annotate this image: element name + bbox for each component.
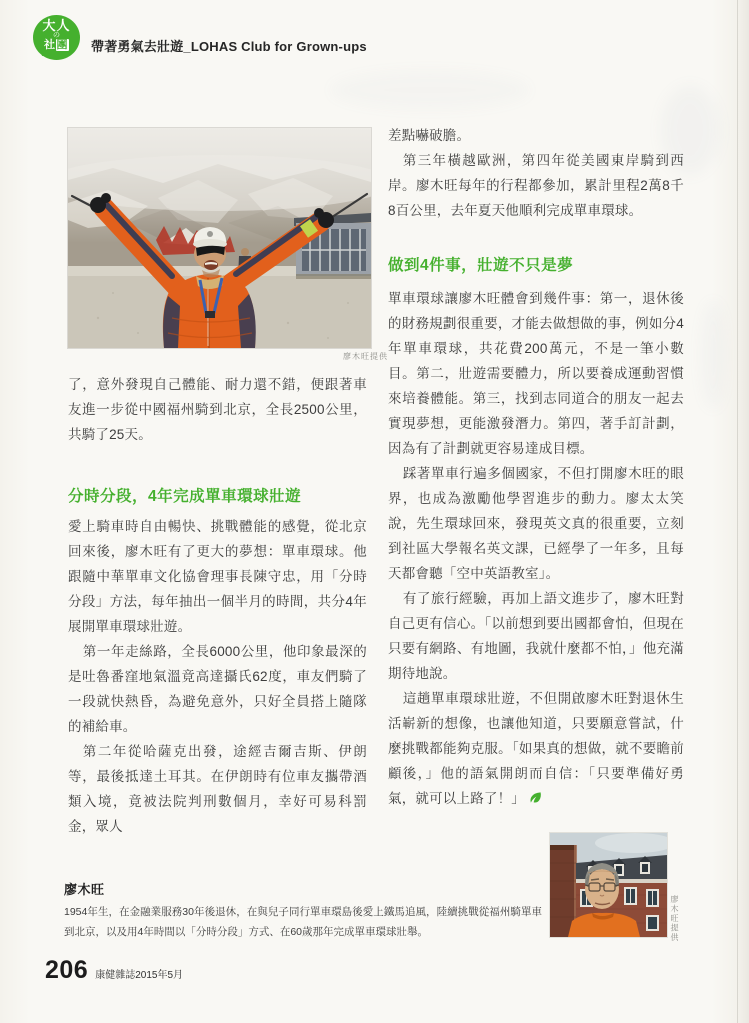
portrait-photo [550,833,667,937]
bio-text: 1954年生，在金融業服務30年後退休，在與兒子同行單車環島後愛上鐵馬追風，陸續挑戰從福州騎單車到北京，以及用4年時間以「分時分段」方式、在60歲那年完成單車環球壯舉。 [64,906,542,938]
paragraph: 第三年橫越歐洲，第四年從美國東岸騎到西岸。廖木旺每年的行程都參加，累計里程2萬8千8百公里，去年夏天他順利完成單車環球。 [388,153,684,218]
paragraph: 了，意外發現自己體能、耐力還不錯，便跟著車友進一步從中國福州騎到北京，全長2500公里，共騎了25天。 [68,377,367,442]
paragraph: 差點嚇破膽。 [388,128,471,143]
paragraph: 有了旅行經驗，再加上語文進步了，廖木旺對自己更有信心。「以前想到要出國都會怕，但現在只要有網路、有地圖，我就什麼都不怕，」他充滿期待地說。 [388,591,684,681]
scan-smudge [700,300,726,410]
logo-text-top: 大人 [42,18,71,33]
page-footer [45,956,183,985]
page-edge-shade [738,0,749,1023]
portrait-illustration [550,833,667,937]
left-column [68,372,367,839]
logo-char-tuan: 團 [56,39,68,51]
paragraph [388,686,684,811]
photo-credit: 廖木旺提供 [343,352,388,361]
bio-box [64,882,542,942]
logo-text-mid: の [53,32,60,39]
bio-name: 廖木旺 [64,882,105,897]
leaf-icon [529,791,542,804]
paragraph: 單車環球讓廖木旺體會到幾件事：第一，退休後的財務規劃很重要，才能去做想做的事，例如分4年單車環球，共花費200萬元，不是一筆小數目。第二，壯遊需要體力，所以要養成運動習慣來培養體能。第三，找到志同道合的朋友一起去實現夢想，更能激發潛力。第四，著手訂計劃，因為有了計劃就更容易達成目標。 [388,291,684,456]
section-tagline: 帶著勇氣去壯遊_LOHAS Club for Grown-ups [91,39,367,54]
logo-text-bottom [33,39,80,52]
main-photo [68,128,371,348]
main-photo-illustration [68,128,371,348]
section-heading: 分時分段，4年完成單車環球壯遊 [68,488,302,505]
paragraph: 第一年走絲路，全長6000公里，他印象最深的是吐魯番窪地氣溫竟高達攝氏62度，車友們騎了一段就快熱昏，為避免意外，只好全員搭上隨隊的補給車。 [68,644,367,734]
paragraph-text: 這趟單車環球壯遊，不但開啟廖木旺對退休生活嶄新的想像，也讓他知道，只要願意嘗試，什麼挑戰都能夠克服。「如果真的想做，就不要瞻前顧後，」他的語氣開朗而自信：「只要準備好勇氣，就可以上路了！」 [388,691,684,806]
logo-char-she: 社 [44,39,56,51]
page-number: 206 [45,956,89,984]
lohas-club-logo [33,15,80,60]
paragraph: 第二年從哈薩克出發，途經吉爾吉斯、伊朗等，最後抵達土耳其。在伊朗時有位車友攜帶酒類入境，竟被法院判刑數個月，幸好可易科罰金，眾人 [68,744,367,834]
scan-smudge [660,85,720,175]
paragraph: 踩著單車行遍多個國家，不但打開廖木旺的眼界，也成為激勵他學習進步的動力。廖太太笑說，先生環球回來，發現英文真的很重要，立刻到社區大學報名英文課，已經學了一年多，且每天都會聽「空中英語教室」。 [388,466,684,581]
photo-credit: 廖木旺提供 [670,895,679,943]
scan-smudge [330,70,530,110]
magazine-name: 康健雜誌2015年5月 [95,970,184,981]
right-column [388,123,684,811]
paragraph: 愛上騎車時自由暢快、挑戰體能的感覺，從北京回來後，廖木旺有了更大的夢想：單車環球。他跟隨中華單車文化協會理事長陳守忠，用「分時分段」方法，每年抽出一個半月的時間，共分4年展開單車環球壯遊。 [68,519,367,634]
section-heading: 做到4件事，壯遊不只是夢 [388,257,574,274]
